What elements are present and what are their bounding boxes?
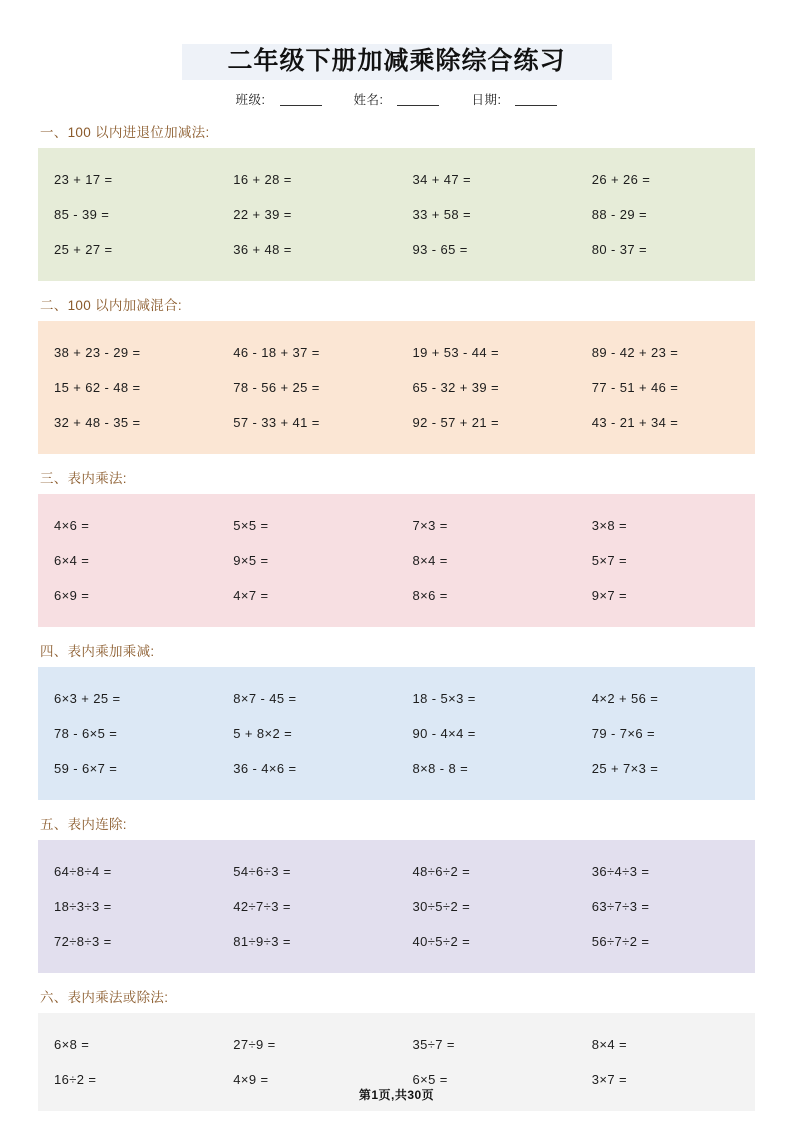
section-grid-4 <box>38 667 755 800</box>
problem-item: 22 + 39 = <box>233 207 292 223</box>
problem-item: 8×4 = <box>412 553 448 569</box>
problem-item: 30÷5÷2 = <box>412 899 471 915</box>
problem-item: 36 + 48 = <box>233 242 292 258</box>
problem-item: 89 - 42 + 23 = <box>591 345 679 361</box>
problem-item: 56÷7÷2 = <box>591 934 650 950</box>
class-field <box>229 90 329 108</box>
problem-item: 4×6 = <box>54 518 90 534</box>
problem-item: 8×8 - 8 = <box>412 761 469 777</box>
date-blank[interactable] <box>515 93 557 106</box>
section-grid-5 <box>38 840 755 973</box>
problem-item: 4×2 + 56 = <box>591 691 659 707</box>
problem-item: 32 + 48 - 35 = <box>54 415 141 431</box>
problem-item: 42÷7÷3 = <box>233 899 291 915</box>
problem-item: 18÷3÷3 = <box>54 899 112 915</box>
section-heading-3: 三、表内乘法: <box>40 471 127 487</box>
name-label: 姓名: <box>353 93 384 108</box>
page-footer: 第1页,共30页 <box>358 1088 435 1102</box>
problem-item: 88 - 29 = <box>591 207 648 223</box>
problem-item: 8×4 = <box>591 1037 628 1053</box>
problem-item: 90 - 4×4 = <box>412 726 476 742</box>
problem-item: 23 + 17 = <box>54 172 113 188</box>
problem-item: 18 - 5×3 = <box>412 691 476 707</box>
section-heading-6: 六、表内乘法或除法: <box>40 990 169 1006</box>
problem-item: 93 - 65 = <box>412 242 468 258</box>
problem-item: 34 + 47 = <box>412 172 472 188</box>
section-heading-4: 四、表内乘加乘减: <box>40 644 155 660</box>
problem-item: 46 - 18 + 37 = <box>233 345 320 361</box>
section-grid-3 <box>38 494 755 627</box>
problem-item: 77 - 51 + 46 = <box>591 380 679 396</box>
section-grid-2 <box>38 321 755 454</box>
problem-item: 6×8 = <box>54 1037 90 1053</box>
problem-item: 35÷7 = <box>412 1037 455 1053</box>
problem-item: 43 - 21 + 34 = <box>591 415 679 431</box>
problem-item: 65 - 32 + 39 = <box>412 380 500 396</box>
problem-item: 36 - 4×6 = <box>233 761 297 777</box>
problem-item: 5×7 = <box>591 553 628 569</box>
problem-item: 40÷5÷2 = <box>412 934 471 950</box>
problem-item: 92 - 57 + 21 = <box>412 415 500 431</box>
problem-item: 33 + 58 = <box>412 207 472 223</box>
problem-item: 25 + 7×3 = <box>591 761 659 777</box>
problem-item: 19 + 53 - 44 = <box>412 345 500 361</box>
class-blank[interactable] <box>280 93 322 106</box>
class-label: 班级: <box>235 93 266 108</box>
problem-item: 16÷2 = <box>54 1072 97 1088</box>
problem-item: 80 - 37 = <box>591 242 648 258</box>
problem-item: 5×5 = <box>233 518 269 534</box>
problem-item: 57 - 33 + 41 = <box>233 415 320 431</box>
problem-item: 78 - 6×5 = <box>54 726 118 742</box>
problem-item: 27÷9 = <box>233 1037 276 1053</box>
problem-item: 3×8 = <box>591 518 628 534</box>
name-field <box>347 90 447 108</box>
problem-item: 79 - 7×6 = <box>591 726 656 742</box>
problem-item: 48÷6÷2 = <box>412 864 471 880</box>
problem-item: 4×9 = <box>233 1072 269 1088</box>
problem-item: 7×3 = <box>412 518 448 534</box>
problem-item: 59 - 6×7 = <box>54 761 118 777</box>
section-grid-1 <box>38 148 755 281</box>
problem-item: 81÷9÷3 = <box>233 934 291 950</box>
problem-item: 25 + 27 = <box>54 242 113 258</box>
problem-item: 4×7 = <box>233 588 269 604</box>
section-heading-2: 二、100 以内加减混合: <box>40 298 182 314</box>
problem-item: 38 + 23 - 29 = <box>54 345 141 361</box>
student-info-row <box>38 90 755 108</box>
problem-item: 9×7 = <box>591 588 628 604</box>
page-title: 二年级下册加减乘除综合练习 <box>182 44 612 80</box>
problem-item: 26 + 26 = <box>591 172 651 188</box>
problem-item: 64÷8÷4 = <box>54 864 112 880</box>
problem-item: 6×4 = <box>54 553 90 569</box>
problem-item: 5 + 8×2 = <box>233 726 293 742</box>
problem-item: 36÷4÷3 = <box>591 864 650 880</box>
problem-item: 85 - 39 = <box>54 207 110 223</box>
problem-item: 63÷7÷3 = <box>591 899 650 915</box>
problem-item: 3×7 = <box>591 1072 628 1088</box>
problem-item: 6×3 + 25 = <box>54 691 121 707</box>
section-heading-1: 一、100 以内进退位加减法: <box>40 125 210 141</box>
problem-item: 6×5 = <box>412 1072 448 1088</box>
problem-item: 8×6 = <box>412 588 448 604</box>
problem-item: 78 - 56 + 25 = <box>233 380 320 396</box>
problem-item: 72÷8÷3 = <box>54 934 112 950</box>
problem-item: 54÷6÷3 = <box>233 864 291 880</box>
problem-item: 6×9 = <box>54 588 90 604</box>
problem-item: 8×7 - 45 = <box>233 691 297 707</box>
name-blank[interactable] <box>397 93 439 106</box>
problem-item: 15 + 62 - 48 = <box>54 380 141 396</box>
problem-item: 16 + 28 = <box>233 172 292 188</box>
date-field <box>464 90 564 108</box>
problem-item: 9×5 = <box>233 553 269 569</box>
date-label: 日期: <box>471 93 502 108</box>
section-heading-5: 五、表内连除: <box>40 817 127 833</box>
